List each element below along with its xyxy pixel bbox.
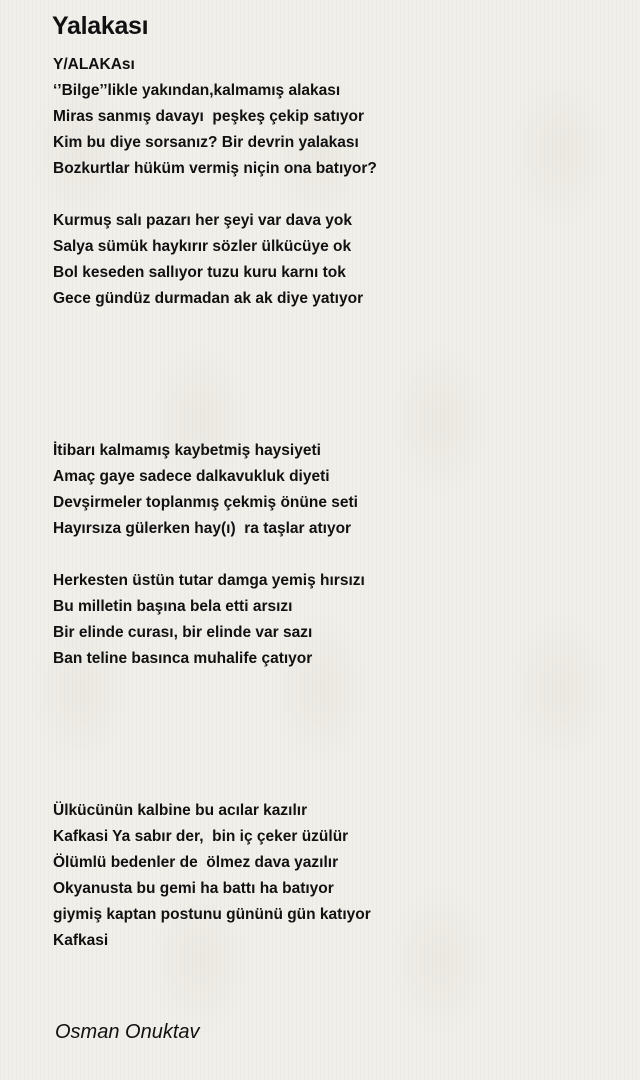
poem-line: İtibarı kalmamış kaybetmiş haysiyeti [53, 442, 321, 459]
poem-line: Herkesten üstün tutar damga yemiş hırsızı [53, 572, 365, 589]
poem-author: Osman Onuktav [55, 1021, 200, 1043]
poem-line: Ban teline basınca muhalife çatıyor [53, 650, 313, 667]
poem-line: Gece gündüz durmadan ak ak diye yatıyor [53, 290, 364, 307]
poem-line: ‘’Bilge’’likle yakından,kalmamış alakası [53, 82, 341, 99]
stanza-spacer [53, 182, 623, 208]
stanza-1 [53, 52, 623, 182]
stanza-5 [53, 798, 623, 954]
poem-line: Hayırsıza gülerken hay(ı) ra taşlar atıyor [53, 520, 352, 537]
stanza-3 [53, 438, 623, 542]
poem-line: Bu milletin başına bela etti arsızı [53, 598, 293, 615]
poem-line: Kafkasi Ya sabır der, bin iç çeker üzülür [53, 828, 349, 845]
poem-line: Salya sümük haykırır sözler ülkücüye ok [53, 238, 352, 255]
poem-line: giymiş kaptan postunu gününü gün katıyor [53, 906, 371, 923]
poem-line: Ülkücünün kalbine bu acılar kazılır [53, 802, 308, 819]
poem-line: Bozkurtlar hüküm vermiş niçin ona batıyor? [53, 160, 377, 177]
stanza-2 [53, 208, 623, 312]
poem-title: Yalakası [52, 12, 149, 40]
poem-line: Y/ALAKAsı [53, 56, 135, 73]
poem-line: Bir elinde curası, bir elinde var sazı [53, 624, 313, 641]
poem-line: Ölümlü bedenler de ölmez dava yazılır [53, 854, 339, 871]
poem-line: Kurmuş salı pazarı her şeyi var dava yok [53, 212, 352, 229]
poem-line: Amaç gaye sadece dalkavukluk diyeti [53, 468, 330, 485]
stanza-spacer [53, 312, 623, 438]
poem-body [53, 52, 623, 954]
poem-line: Miras sanmış davayı peşkeş çekip satıyor [53, 108, 365, 125]
poem-line: Devşirmeler toplanmış çekmiş önüne seti [53, 494, 358, 511]
stanza-spacer [53, 542, 623, 568]
stanza-4 [53, 568, 623, 672]
stanza-spacer [53, 672, 623, 798]
poem-line: Bol keseden sallıyor tuzu kuru karnı tok [53, 264, 346, 281]
poem-line: Okyanusta bu gemi ha battı ha batıyor [53, 880, 334, 897]
poem-line: Kafkasi [53, 932, 109, 949]
poem-line: Kim bu diye sorsanız? Bir devrin yalakası [53, 134, 359, 151]
